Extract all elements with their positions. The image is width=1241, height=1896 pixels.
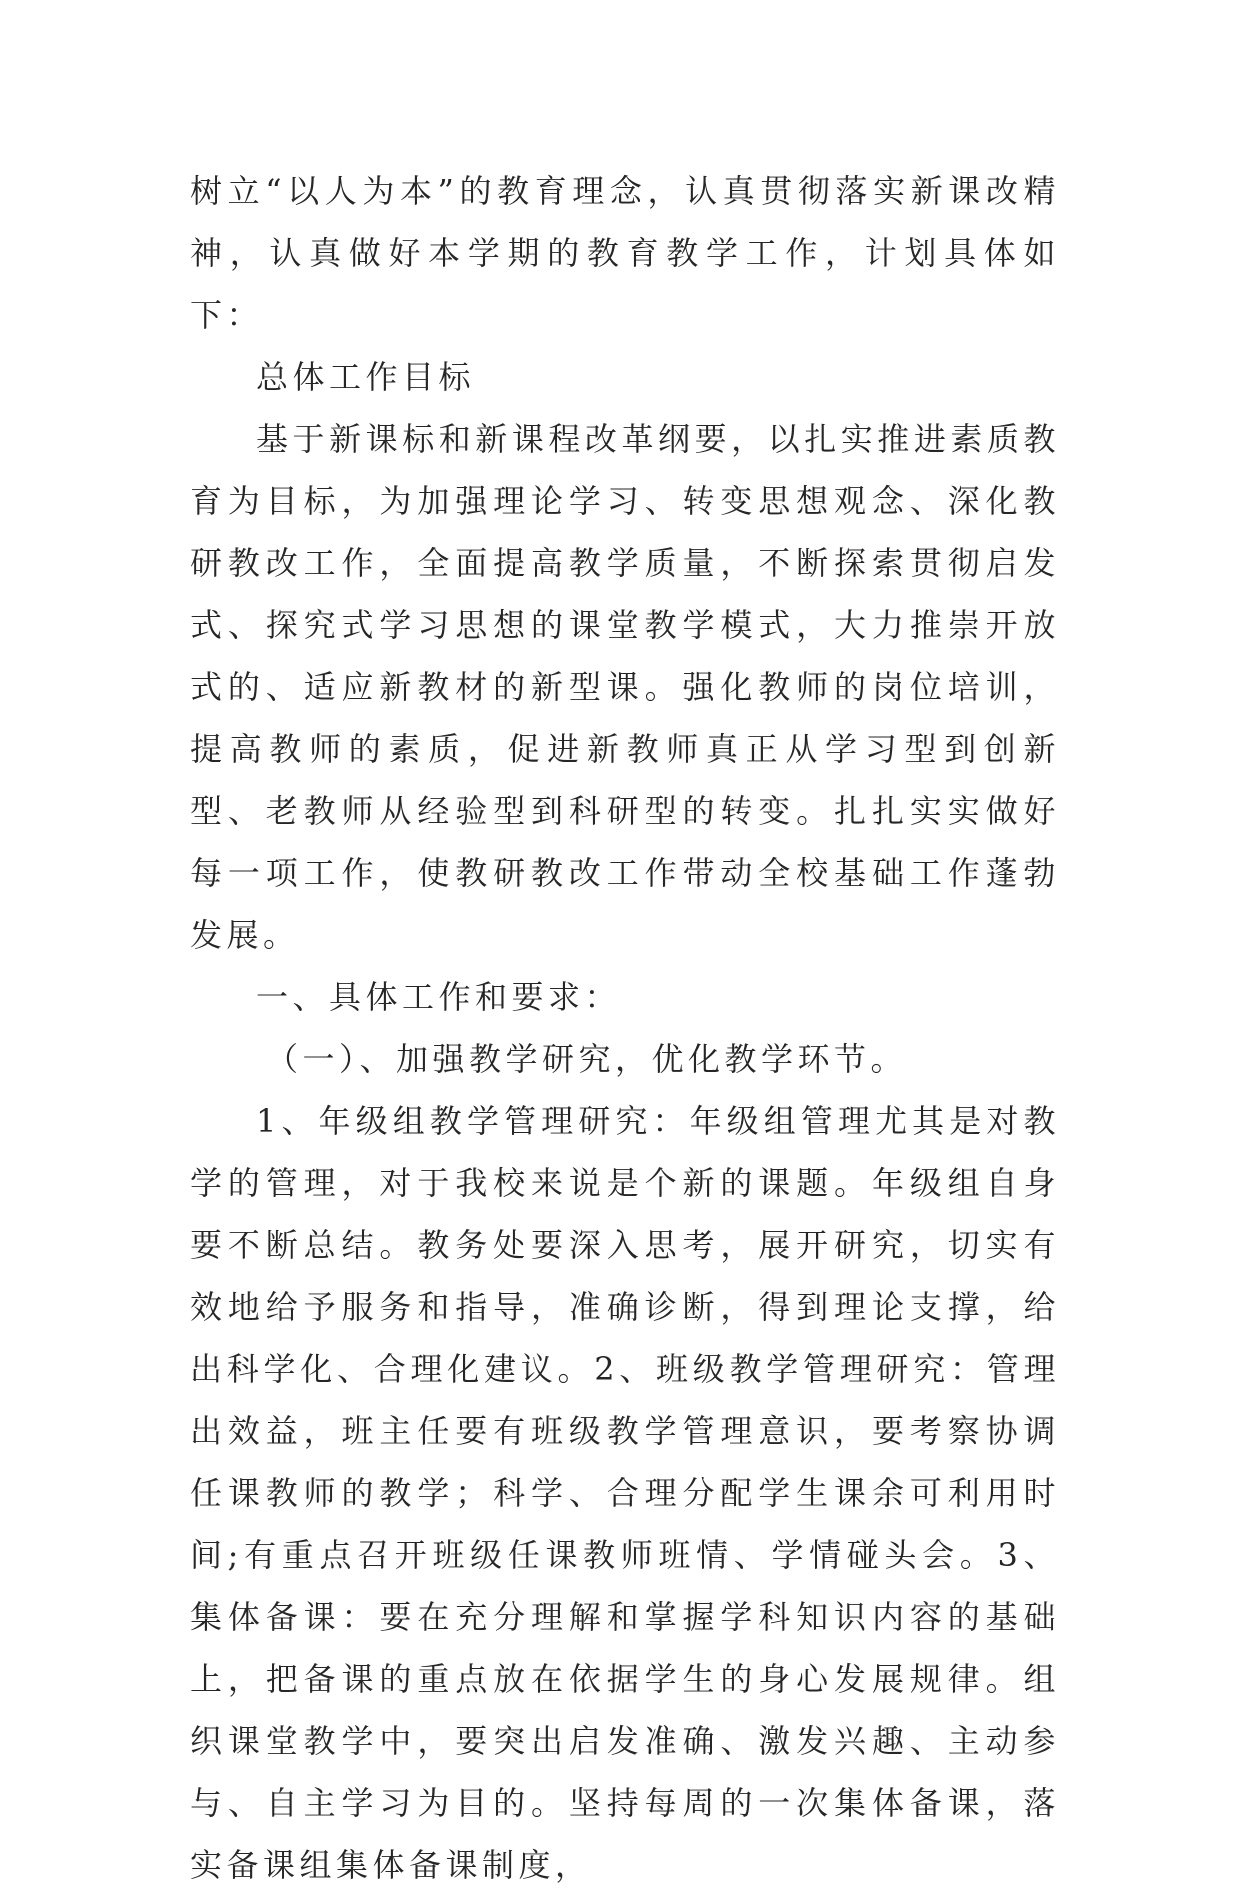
paragraph-overall-goal: 基于新课标和新课程改革纲要，以扎实推进素质教育为目标，为加强理论学习、转变思想观念、深化教研教改工作，全面提高教学质量，不断探索贯彻启发式、探究式学习思想的课堂教学模式，大力推崇开放式的、适应新教材的新型课。强化教师的岗位培训，提高教师的素质，促进新教师真正从学习型到创新型、老教师从经验型到科研型的转变。扎扎实实做好每一项工作，使教研教改工作带动全校基础工作蓬勃发展。 bbox=[190, 420, 1060, 954]
section-heading-specific-work: 一、具体工作和要求： bbox=[256, 978, 622, 1016]
document-body bbox=[190, 160, 1060, 1896]
paragraph-intro: 树立“以人为本”的教育理念，认真贯彻落实新课改精神，认真做好本学期的教育教学工作，计划具体如下： bbox=[190, 172, 1060, 334]
section-heading-overall-goal: 总体工作目标 bbox=[256, 358, 476, 396]
subsection-heading-teaching-research: （一）、加强教学研究，优化教学环节。 bbox=[266, 1040, 908, 1078]
paragraph-teaching-research: 1、年级组教学管理研究：年级组管理尤其是对教学的管理，对于我校来说是个新的课题。年级组自身要不断总结。教务处要深入思考，展开研究，切实有效地给予服务和指导，准确诊断，得到理论支撑，给出科学化、合理化建议。2、班级教学管理研究：管理出效益，班主任要有班级教学管理意识，要考察协调任课教师的教学；科学、合理分配学生课余可利用时间;有重点召开班级任课教师班情、学情碰头会。3、集体备课：要在充分理解和掌握学科知识内容的基础上，把备课的重点放在依据学生的身心发展规律。组织课堂教学中，要突出启发准确、激发兴趣、主动参与、自主学习为目的。坚持每周的一次集体备课，落实备课组集体备课制度， bbox=[190, 1102, 1060, 1884]
